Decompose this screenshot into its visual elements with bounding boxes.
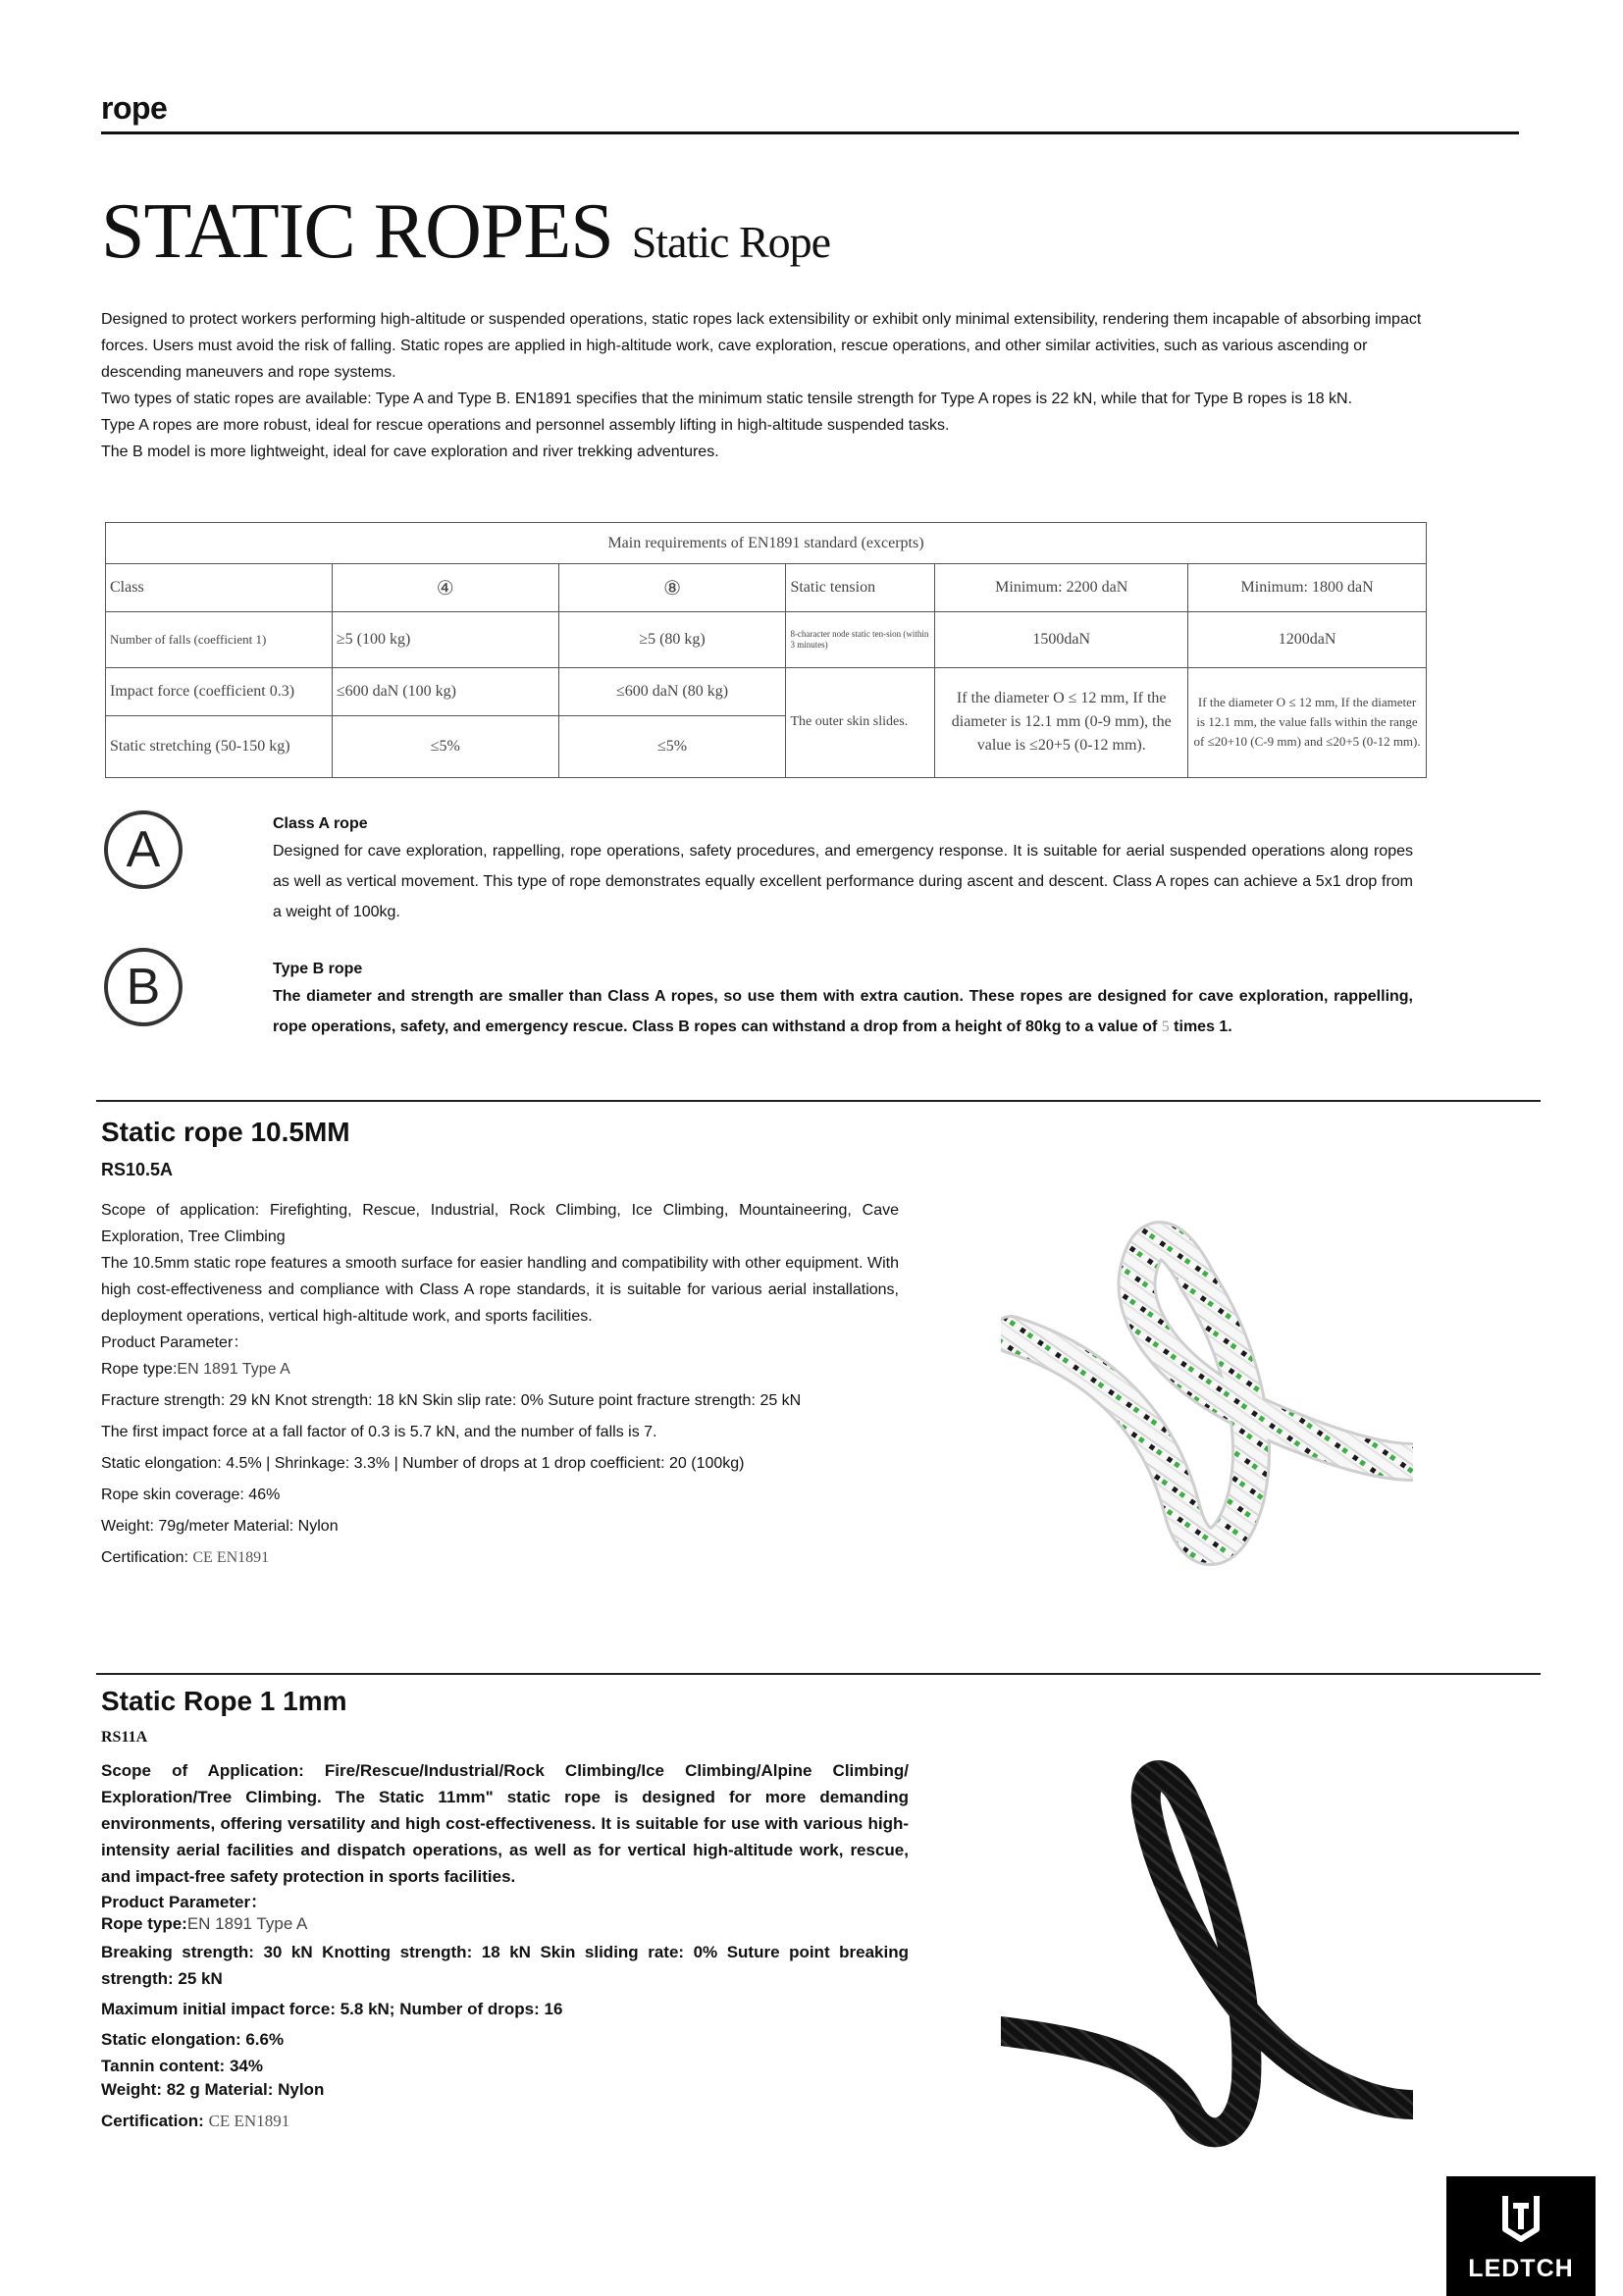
section-divider — [96, 1100, 1541, 1102]
white-rope-image — [1001, 1202, 1413, 1585]
logo-text: LEDTCH — [1468, 2255, 1574, 2282]
product2-rope-type — [101, 1913, 909, 1935]
header-label: rope — [101, 90, 168, 126]
table-cell: If the diameter Ο ≤ 12 mm, If the diameter is 12.1 mm (0-9 mm), the value is ≤20+5 (0-12 mm). — [935, 667, 1188, 777]
product1-line: The 10.5mm static rope features a smooth surface for easier handling and compatibility with other equipment. With high cost-effectiveness and compliance with Class A rope standards, it is suitable for various aerial installations, deployment operations, vertical high-altitude work, and sports facilities. — [101, 1255, 899, 1325]
product1-line: Scope of application: Firefighting, Rescue, Industrial, Rock Climbing, Ice Climbing, Mountaineering, Cave Exploration, Tree Climbing — [101, 1202, 899, 1245]
class-a-text: Designed for cave exploration, rappelling, rope operations, safety procedures, and emergency response. It is suitable for aerial suspended operations along ropes as well as vertical movement. This type of rope demonstrates equally excellent performance during ascent and descent. Class A ropes can achieve a 5x1 drop from a weight of 100kg. — [273, 843, 1413, 920]
title-sub: Static Rope — [631, 217, 831, 267]
product2-param: Tannin content: 34% — [101, 2057, 263, 2075]
product1-param: Fracture strength: 29 kN Knot strength: 18 kN Skin slip rate: 0% Suture point fracture strength: 25 kN — [101, 1392, 802, 1409]
class-a-icon: A — [104, 810, 183, 889]
header-rule — [101, 131, 1519, 134]
class-b-heading: Type B rope — [273, 961, 363, 977]
class-b-text-part: The diameter and strength are smaller than Class A ropes, so use them with extra caution. These ropes are designed for cave exploration, rappelling, rope operations, safety, and emergency rescue. Class B ropes can withstand a drop from a height of 80kg to a value of — [273, 988, 1413, 1035]
product2-model: RS11A — [101, 1729, 148, 1746]
rope-type-value: EN 1891 Type A — [186, 1914, 308, 1933]
product2-param: Breaking strength: 30 kN Knotting strength: 18 kN Skin sliding rate: 0% Suture point breaking strength: 25 kN — [101, 1943, 909, 1988]
rope-type-label: Rope type: — [101, 1361, 178, 1378]
table-cell: ⑧ — [558, 564, 786, 612]
product2-param-label: Product Parameter： — [101, 1893, 268, 1911]
table-cell: ≤5% — [332, 715, 558, 777]
class-a-heading: Class A rope — [273, 815, 368, 832]
cert-label: Certification: — [101, 1549, 193, 1566]
product2-details — [101, 1757, 909, 2134]
intro-paragraph: Two types of static ropes are available: Type A and Type B. EN1891 specifies that the minimum static tensile strength for Type A ropes is 22 kN, while that for Type B ropes is 18 kN. — [101, 391, 1353, 407]
logo-mark-icon — [1495, 2190, 1546, 2245]
page-title — [101, 188, 831, 275]
table-cell: Static tension — [786, 564, 935, 612]
class-a-block — [273, 812, 1413, 927]
product1-param: Rope skin coverage: 46% — [101, 1487, 281, 1503]
product1-rope-type — [101, 1356, 899, 1383]
intro-paragraph: Type A ropes are more robust, ideal for rescue operations and personnel assembly lifting in high-altitude suspended tasks. — [101, 417, 950, 434]
product1-param: Static elongation: 4.5% | Shrinkage: 3.3% | Number of drops at 1 drop coefficient: 20 (100kg) — [101, 1455, 745, 1472]
product2-intro: Scope of Application: Fire/Rescue/Industrial/Rock Climbing/Ice Climbing/Alpine Climbing/ Exploration/Tree Climbing. The Static 11mm" static rope is designed for more demanding environments, offering versatility and high cost-effectiveness. It is suitable for use with various high-intensity aerial facilities and dispatch operations, as well as for vertical high-altitude work, rescue, and impact-free safety protection in sports facilities. — [101, 1761, 909, 1886]
class-b-icon: B — [104, 948, 183, 1026]
brand-logo — [1446, 2176, 1596, 2296]
product1-details — [101, 1197, 899, 1571]
table-cell: Static stretching (50-150 kg) — [106, 715, 333, 777]
class-b-text — [273, 981, 1413, 1042]
cert-value: CE EN1891 — [192, 1549, 270, 1566]
table-cell: 8-character node static ten-sion (within 3 minutes) — [786, 612, 935, 668]
class-b-text-part: times 1. — [1169, 1018, 1232, 1035]
intro-paragraph: The B model is more lightweight, ideal for cave exploration and river trekking adventures. — [101, 444, 719, 460]
black-rope-image — [1001, 1756, 1413, 2149]
table-cell: Minimum: 1800 daN — [1188, 564, 1427, 612]
product1-certification — [101, 1544, 899, 1571]
rope-type-value: EN 1891 Type A — [177, 1361, 290, 1378]
table-cell: ≥5 (100 kg) — [332, 612, 558, 668]
table-cell: ≤600 daN (100 kg) — [332, 667, 558, 715]
table-caption: Main requirements of EN1891 standard (excerpts) — [106, 523, 1427, 564]
product1-title: Static rope 10.5MM — [101, 1117, 350, 1147]
table-cell: ≤600 daN (80 kg) — [558, 667, 786, 715]
table-cell: Class — [106, 564, 333, 612]
product2-param: Static elongation: 6.6% — [101, 2030, 285, 2049]
table-cell: 1200daN — [1188, 612, 1427, 668]
section-divider — [96, 1673, 1541, 1675]
table-cell: If the diameter Ο ≤ 12 mm, If the diameter is 12.1 mm, the value falls within the range of ≤20+10 (C-9 mm) and ≤20+5 (0-12 mm). — [1188, 667, 1427, 777]
intro-paragraph: Designed to protect workers performing high-altitude or suspended operations, static ropes lack extensibility or exhibit only minimal extensibility, rendering them incapable of absorbing impact forces. Users must avoid the risk of falling. Static ropes are applied in high-altitude work, cave exploration, rescue operations, and other similar activities, such as various ascending or descending maneuvers and rope systems. — [101, 311, 1422, 381]
en1891-table — [105, 522, 1427, 778]
table-cell: ≤5% — [558, 715, 786, 777]
table-cell: Minimum: 2200 daN — [935, 564, 1188, 612]
product1-param: Weight: 79g/meter Material: Nylon — [101, 1518, 339, 1535]
rope-type-label: Rope type: — [101, 1914, 187, 1933]
cert-value: CE EN1891 — [208, 2112, 290, 2130]
product1-line: Product Parameter： — [101, 1334, 249, 1351]
class-b-block — [273, 958, 1413, 1042]
title-main: STATIC ROPES — [101, 188, 613, 275]
table-cell: 1500daN — [935, 612, 1188, 668]
product1-param: The first impact force at a fall factor of 0.3 is 5.7 kN, and the number of falls is 7. — [101, 1424, 657, 1440]
cert-label: Certification: — [101, 2112, 209, 2130]
table-cell: Impact force (coefficient 0.3) — [106, 667, 333, 715]
product2-title: Static Rope 1 1mm — [101, 1686, 347, 1716]
table-cell: Number of falls (coefficient 1) — [106, 612, 333, 668]
class-b-number: 5 — [1161, 1018, 1170, 1035]
product2-param: Maximum initial impact force: 5.8 kN; Number of drops: 16 — [101, 2000, 563, 2018]
table-cell: ≥5 (80 kg) — [558, 612, 786, 668]
table-cell: ④ — [332, 564, 558, 612]
product2-certification — [101, 2108, 909, 2134]
intro-text — [101, 306, 1428, 465]
product2-param: Weight: 82 g Material: Nylon — [101, 2080, 325, 2099]
product1-model: RS10.5A — [101, 1160, 174, 1179]
table-cell: The outer skin slides. — [786, 667, 935, 777]
